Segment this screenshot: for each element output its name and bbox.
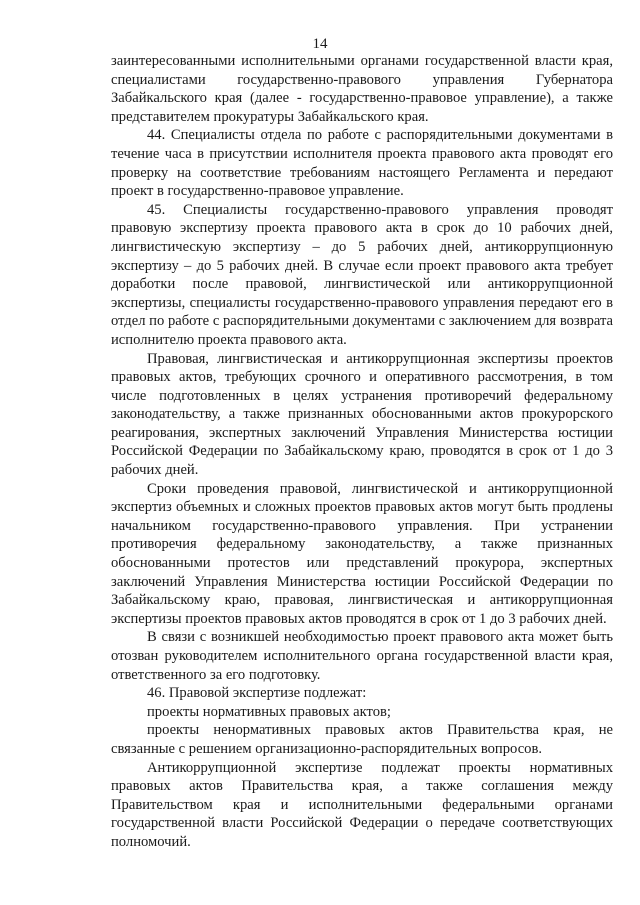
paragraph-withdrawal: В связи с возникшей необходимостью проект правового акта может быть отозван руководителем исполнительного органа государственной власти края, ответственного за его подготовку. (111, 629, 613, 683)
paragraph-46-item-2: проекты ненормативных правовых актов Правительства края, не связанные с решением организационно-распорядительных вопросов. (111, 722, 613, 757)
paragraph-46-item-1: проекты нормативных правовых актов; (147, 703, 391, 720)
document-body (111, 52, 613, 852)
page-number: 14 (312, 36, 328, 52)
paragraph-anticorruption: Антикоррупционной экспертизе подлежат проекты нормативных правовых актов Правительства края, а также соглашения между Правительством края и исполнительными федеральными органами государственной власти Российской Федерации о передаче соответствующих полномочий. (111, 759, 613, 850)
paragraph-45: 45. Специалисты государственно-правового управления проводят правовую экспертизу проекта правового акта в срок до 10 рабочих дней, лингвистическую экспертизу – до 5 рабочих дней, антикоррупционную экспертизу – до 5 рабочих дней. В случае если проект правового акта требует доработки после правовой, лингвистической или антикоррупционной экспертизы, специалисты государственно-правового управления передают его в отдел по работе с распорядительными документами с заключением для возврата исполнителю проекта правового акта. (111, 201, 613, 348)
paragraph-continuation: заинтересованными исполнительными органами государственной власти края, специалистами государственно-правового управления Губернатора Забайкальского края (далее - государственно-правовое управление), а также представителем прокуратуры Забайкальского края. (111, 53, 613, 125)
paragraph-46: 46. Правовой экспертизе подлежат: (147, 685, 367, 702)
paragraph-urgent-review: Правовая, лингвистическая и антикоррупционная экспертизы проектов правовых актов, требующих срочного и оперативного рассмотрения, в том числе подготовленных в целях устранения противоречий федеральному законодательству, а также признанных обоснованными актов прокурорского реагирования, экспертных заключений Управления Министерства юстиции Российской Федерации по Забайкальскому краю, проводятся в срок от 1 до 3 рабочих дней. (111, 350, 613, 479)
paragraph-extension: Сроки проведения правовой, лингвистической и антикоррупционной экспертиз объемных и сложных проектов правовых актов могут быть продлены начальником государственно-правового управления. При устранении противоречия федеральному законодательству, а также признанных обоснованными протестов или представлений прокурора, экспертных заключений Управления Министерства юстиции Российской Федерации по Забайкальскому краю, правовая, лингвистическая и антикоррупционная экспертизы проектов правовых актов проводятся в срок от 1 до 3 рабочих дней. (111, 480, 613, 627)
paragraph-44: 44. Специалисты отдела по работе с распорядительными документами в течение часа в присутствии исполнителя проекта правового акта проводят его проверку на соответствие требованиям настоящего Регламента и передают проект в государственно-правовое управление. (111, 127, 613, 200)
